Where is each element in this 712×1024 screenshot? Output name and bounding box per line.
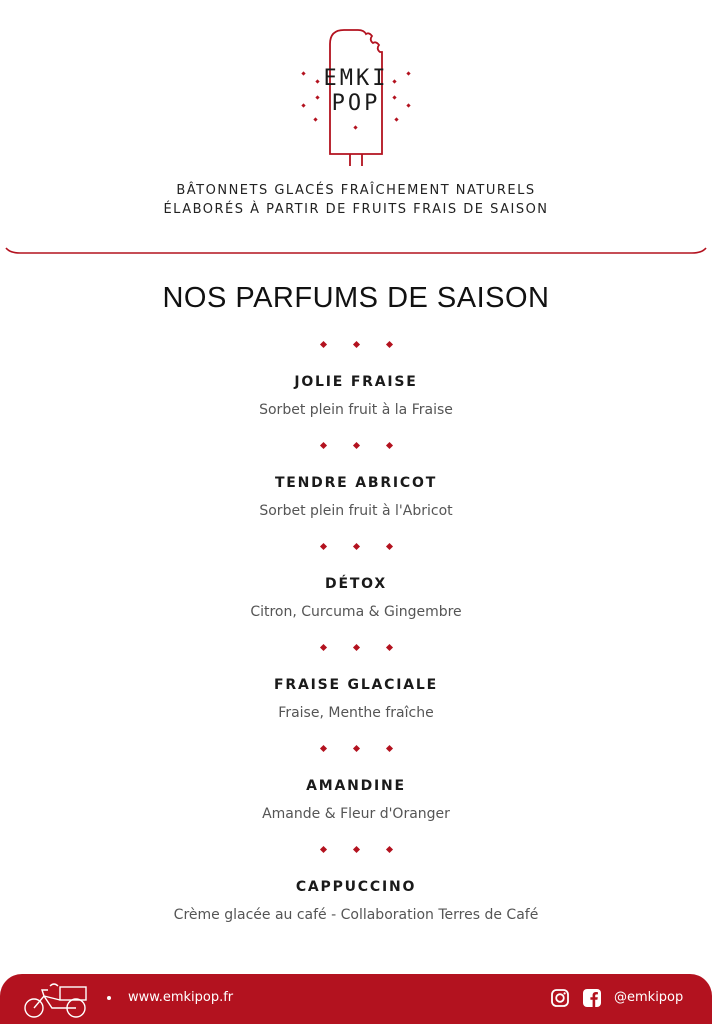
facebook-icon[interactable]: [582, 988, 602, 1008]
flavor-description: Sorbet plein fruit à la Fraise: [259, 402, 453, 418]
flavor-name: FRAISE GLACIALE: [274, 677, 438, 693]
dot-separator: [0, 339, 712, 349]
flavor-description: Citron, Curcuma & Gingembre: [250, 604, 462, 620]
social-handle[interactable]: @emkipop: [614, 990, 684, 1005]
flavor-name: CAPPUCCINO: [295, 879, 417, 895]
dot-separator: [0, 844, 712, 854]
header-divider: [0, 236, 712, 258]
section-title: NOS PARFUMS DE SAISON: [162, 282, 550, 314]
dot-separator: [0, 743, 712, 753]
footer-bar: [0, 974, 712, 1024]
flavor-description: Sorbet plein fruit à l'Abricot: [259, 503, 453, 519]
tagline-line-2: ÉLABORÉS À PARTIR DE FRUITS FRAIS DE SAISON: [163, 202, 549, 217]
dot-separator: [0, 642, 712, 652]
instagram-icon[interactable]: [550, 988, 570, 1008]
footer-bullet: [107, 996, 111, 1000]
flavor-name: DÉTOX: [325, 576, 387, 592]
tagline-line-1: BÂTONNETS GLACÉS FRAÎCHEMENT NATURELS: [176, 183, 536, 198]
logo-text-emki: EMKI: [323, 66, 389, 91]
flavor-description: Crème glacée au café - Collaboration Terres de Café: [173, 907, 539, 923]
flavor-name: TENDRE ABRICOT: [274, 475, 438, 491]
bike-icon: [22, 978, 92, 1020]
flavor-name: AMANDINE: [306, 778, 406, 794]
logo-text-pop: POP: [331, 91, 381, 116]
website-link[interactable]: www.emkipop.fr: [128, 990, 234, 1005]
dot-separator: [0, 541, 712, 551]
flavor-description: Fraise, Menthe fraîche: [278, 705, 434, 721]
flavor-name: JOLIE FRAISE: [294, 374, 418, 390]
brand-logo: [296, 26, 416, 166]
flavor-description: Amande & Fleur d'Oranger: [262, 806, 450, 822]
dot-separator: [0, 440, 712, 450]
